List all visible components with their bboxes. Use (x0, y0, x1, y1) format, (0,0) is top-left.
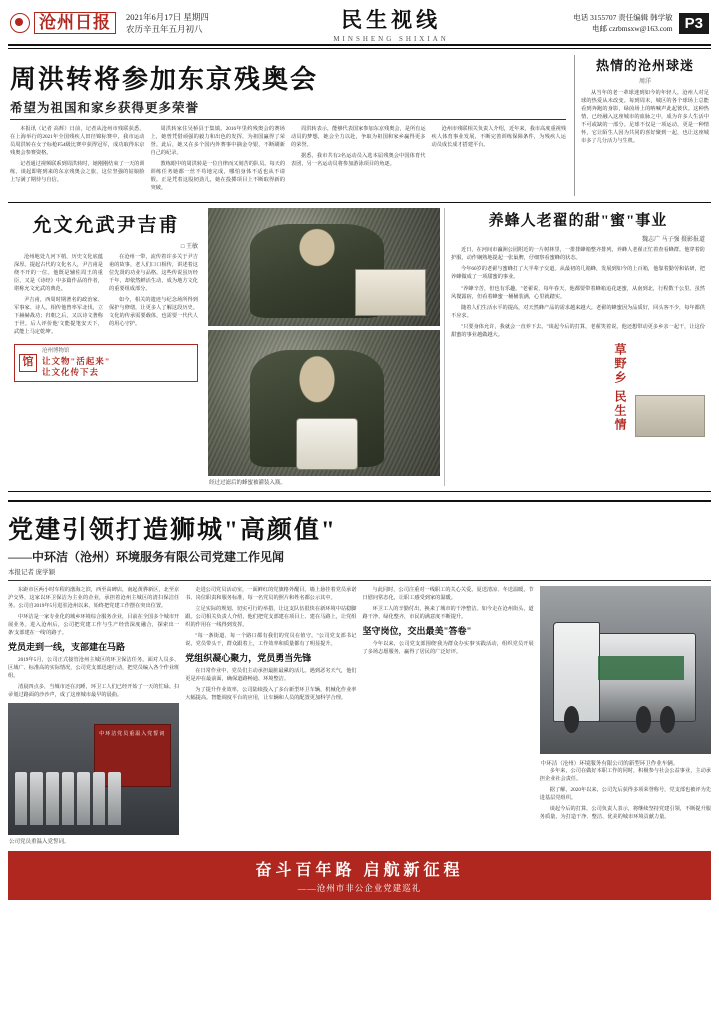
truck-photo (540, 586, 711, 754)
paragraph: 谈起今后的打算，公司负责人表示，将继续坚持党建引领，不断提升服务质量，为打造干净、整洁、优美的城市环境贡献力量。 (539, 805, 711, 820)
paragraph: 本报讯（记者 高辉）日前，记者从沧州市残联获悉，在上海举行的2021年全国残疾人田径锦标赛中，我市运动员周洪转在女子标枪F54级比赛中获得冠军，成功取得东京残奥会参赛资格。 (10, 126, 145, 157)
feature-col-2-body (185, 586, 356, 648)
paragraph: "只要身体允许，我就会一直养下去。"谈起今后的打算，老翟笑着说，他还想带动更多乡亲一起干，让这份甜蜜的事业越做越大。 (451, 323, 705, 338)
feature-subtitle-3: 坚守岗位，交出最美"答卷" (362, 625, 472, 636)
feature-col-2 (185, 586, 356, 846)
headline-divider (10, 119, 566, 120)
feature-col-1-body-2 (8, 656, 179, 699)
column-seal-text: 草野乡 民生情 (613, 342, 627, 432)
section-title: 民生视线 (341, 7, 442, 32)
museum-ad-line3: 让文化传下去 (42, 367, 100, 378)
paragraph: 随着人们生活水平的提高，对天然蜂产品的需求越来越大。老翟的蜂蜜因为品质好，回头客不少，每年都供不应求。 (451, 304, 705, 319)
paragraph: 与此同时，公司注重对一线职工的关心关爱。夏送清凉、冬送温暖，节日慰问常态化，让职工感受到家的温暖。 (362, 586, 534, 601)
top-col-3 (291, 125, 426, 196)
feature-columns (8, 586, 711, 846)
feature-subtitle-1: 党员走到一线，支部建在马路 (8, 641, 126, 652)
banner-subtitle: ——沧州市非公企业党建巡礼 (297, 883, 422, 894)
feature-divider (8, 580, 711, 581)
paragraph: 如今，相关的遗迹与纪念场所得到保护与修缮，让更多人了解这段历史。文化的传承需要载体，也需要一代代人的用心守护。 (109, 296, 198, 327)
feature-subhead: ——中环洁（沧州）环境服务有限公司党建工作见闻 (8, 549, 285, 564)
section-title-block (209, 4, 573, 43)
paragraph: 2019年5月，公司正式接管沧州主城区的环卫保洁任务。面对人员多、区域广、标准高的实际情况，公司党支部迅速行动，把党员编入各个作业班组。 (8, 656, 180, 679)
seal-illustration (635, 395, 705, 437)
middle-band (8, 202, 711, 492)
paragraph: 今年以来，公司党支部围绕'我为群众办实事'实践活动，组织党员开展了多场志愿服务，赢得了居民的广泛好评。 (362, 640, 534, 655)
bottom-banner (8, 851, 711, 900)
paragraph: 周洪转家住吴桥县于集镇。2016年里约残奥会的赛场上，她曾凭借顽强的毅力和出色的发挥，为祖国赢得了荣誉。此后，她又在多个国内外赛事中摘金夺银，不断刷新自己的纪录。 (150, 126, 285, 157)
beehive-shape (355, 269, 427, 316)
feature-col-4 (540, 586, 711, 846)
article-yinjifu-byline: □ 王敏 (180, 243, 198, 250)
feature-story (8, 500, 711, 846)
paragraph: 沧州地处九河下梢，历史文化底蕴深厚。提起古代的文化名人，尹吉甫是绕不开的一位。他既是辅佐周王的重臣，又是《诗经》中多篇作品的作者，堪称允文允武的典范。 (14, 253, 103, 292)
paragraph: 据了解，2020年以来，公司先后获得多项荣誉称号，党支部也被评为先进基层党组织。 (539, 786, 711, 801)
honey-jar-shape (296, 418, 358, 470)
truck-photo-caption: 中环洁（沧州）环境服务有限公司的新型环卫作业车辆。 (540, 760, 679, 767)
paper-logo (10, 12, 116, 35)
paragraph: 为了提升作业效率，公司陆续投入了多台新型环卫车辆，机械化作业率大幅提高。智能调度平台的应用，让车辆和人员的配置更加科学合理。 (185, 687, 357, 702)
paragraph: 环卫工人的辛勤付出，换来了城市的干净整洁。如今走在沧州街头，道路干净、绿化整齐，市民的满意度不断提升。 (362, 605, 534, 620)
person-figure (77, 772, 90, 825)
paragraph: 立足实际的规划、切实可行的举措，让这支队伍很快在新环境中站稳脚跟。公司相关负责人介绍，他们把党支部建在项目上、建在马路上，让党组织的作用在一线得到发挥。 (185, 605, 357, 628)
feature-byline: 本报记者 庞学颖 (8, 568, 56, 576)
page-number-badge: P3 (679, 13, 709, 34)
beekeeper-photo-2 (208, 330, 440, 476)
section-pinyin: MINSHENG SHIXIAN (333, 34, 449, 43)
contact-email: 电邮 czrbmsxw@163.com (591, 24, 673, 33)
column-seal (451, 343, 705, 437)
truck-green-band (598, 656, 684, 680)
paragraph: 沧州市残联相关负责人介绍，近年来，我市高度重视残疾人体育事业发展，不断完善训练保障条件，为残疾人运动员成长成才搭建平台。 (431, 126, 567, 149)
paragraph: 在日常作业中，党员们主动承担最脏最累的活儿。遇到恶劣天气，他们更是冲在最前面，确保道路畅通、环境整洁。 (185, 667, 357, 682)
truck-wheel (660, 706, 675, 733)
feature-col-1 (8, 586, 179, 846)
paragraph: 近日，在河间市瀛洲公园附近的一片树林里，一排排蜂箱整齐排列，养蜂人老翟正忙着查看蜂群。他穿着防护服，动作娴熟地提起一张巢脾，仔细察看蜜蜂的状态。 (451, 247, 705, 262)
oath-screen-text: 中环洁党员重温入党誓词 (99, 732, 166, 738)
article-beekeeper (444, 208, 711, 486)
paragraph: 东距市区两小时车程的渤海之滨，西至高碑店，南起黄骅新区，北至京沪交界，这家以环卫保洁为主业的企业，承担着沧州主城区的清扫保洁任务。公司自2019年5月进驻沧州以来，始终把党建工作摆在突出位置。 (8, 586, 180, 609)
yinjifu-col-2 (109, 253, 198, 340)
paragraph: "养蜂辛苦，但也有乐趣。"老翟说，每年春天，他都要带着蜂箱追花逐蜜，从南到北，行程数千公里。虽然风餐露宿，但看着蜂蜜一桶桶装满，心里就踏实。 (451, 285, 705, 300)
sidebar-byline: 周洋 (638, 79, 651, 85)
feature-col-1-body (8, 586, 179, 637)
top-subhead: 希望为祖国和家乡获得更多荣誉 (10, 101, 200, 115)
sidebar-title: 热情的沧州球迷 (595, 58, 694, 73)
top-col-2 (151, 125, 286, 196)
feature-col-3-body-2 (363, 640, 534, 656)
sun-icon (10, 13, 30, 33)
person-figure (108, 772, 121, 825)
beekeeper-photo-1 (208, 208, 440, 326)
truck-cab (553, 622, 600, 721)
article-yinjifu (8, 208, 204, 486)
paragraph: 今年60岁的老翟与蜜蜂打了大半辈子交道。从最初的几箱蜂，发展到如今的上百箱，他靠着勤劳和钻研，把养蜂做成了一项甜蜜的事业。 (451, 266, 705, 281)
paper-name: 沧州日报 (34, 12, 116, 35)
sidebar-column (574, 55, 709, 196)
paragraph: "每一条街道、每一个路口都有我们的党员在值守。"公司党支部书记说，党员带头干，群众跟着上，工作效率和质量都有了明显提升。 (185, 632, 357, 647)
feature-headline: 党建引领打造狮城"高颜值" (8, 516, 337, 544)
article-beekeeper-body (451, 246, 705, 339)
date-block (126, 11, 209, 36)
beekeeper-photos (204, 208, 444, 486)
paragraph: 记者通过视频联系到周洪转时，她刚刚结束了一天的训练，谈起即将到来的东京残奥会之旅，这位坚强的姑娘脸上写满了期待与自信。 (10, 161, 145, 184)
top-headline: 周洪转将参加东京残奥会 (10, 65, 319, 94)
person-figure (93, 772, 106, 825)
article-yinjifu-title: 允文允武尹吉甫 (32, 214, 180, 236)
paragraph: 中环洁是一家专业化的城乡环境综合服务企业，目前在全国多个城市开展业务。进入沧州后，公司把党建工作与生产经营深度融合，探索出一条'支部建在一线'的路子。 (8, 613, 180, 636)
top-story-columns (10, 125, 566, 196)
banner-title: 奋斗百年路 启航新征程 (255, 862, 464, 880)
feature-col-4-body (540, 767, 711, 821)
person-figure (46, 772, 59, 825)
feature-col-3 (363, 586, 534, 846)
oath-photo-caption: 公司党员重温入党誓词。 (9, 839, 70, 846)
paragraph: 周洪转表示，能够代表国家参加东京残奥会，是所有运动员的梦想，她会全力以赴，争取为祖国和家乡赢得更多的荣誉。 (291, 126, 426, 149)
person-figure (15, 772, 28, 825)
feature-col-3-body (363, 586, 534, 621)
paragraph: 教练眼中的周洪转是一位自律而又刻苦的队员。每天的训练任务她都一丝不苟地完成，哪怕身体不适也从不请假。正是凭着这股韧劲儿，她在投掷项目上不断取得新的突破。 (150, 161, 286, 192)
contact-info (573, 12, 672, 35)
article-yinjifu-columns (14, 253, 198, 340)
contact-phone-editor: 电话 3155707 责任编辑 韩学敏 (573, 12, 673, 22)
person-figure (62, 772, 75, 825)
museum-ad-line2: 让文物"活起来" (42, 355, 111, 366)
top-col-4 (432, 125, 567, 196)
museum-ad[interactable] (14, 344, 198, 382)
top-story (0, 49, 719, 196)
person-figure (30, 772, 43, 825)
sidebar-body (581, 89, 709, 145)
paragraph: 据悉，我市共有2名运动员入选本届残奥会中国体育代表团，另一名运动员将参加游泳项目的角逐。 (291, 153, 426, 168)
top-story-main (10, 55, 566, 196)
party-members-row (15, 772, 121, 825)
paragraph: 在沧州一带，流传着许多关于尹吉甫的故事。老人们口口相传，讲述着这位先贤的功业与品格。这些传说虽历经千年，却依然鲜活生动，成为地方文化的重要组成部分。 (109, 253, 198, 292)
paragraph: 尹吉甫，西周时期著名的政治家、军事家、诗人。相传他曾率军北伐，立下赫赫战功；归朝之后，又以诗文著称于世。后人评价他'文能提笔安天下，武能上马定乾坤'。 (14, 296, 103, 336)
museum-ad-name: 沧州博物馆 (42, 348, 70, 355)
top-col-1 (10, 125, 145, 196)
article-beekeeper-title: 养蜂人老翟的甜"蜜"事业 (488, 212, 668, 229)
date-gregorian: 2021年6月17日 星期四 (126, 11, 209, 22)
article-beekeeper-byline: 魏志广 马子强 摄影报道 (641, 237, 705, 244)
museum-ad-text (42, 348, 110, 378)
paragraph: 多年来，公司在做好本职工作的同时，积极参与社会公益事业，主动承担企业社会责任。 (539, 767, 711, 782)
museum-seal-icon: 馆 (19, 354, 37, 372)
oath-photo (8, 703, 179, 835)
paragraph: 走进公司党员活动室，一面鲜红的党旗格外醒目。墙上悬挂着党员承诺书、岗位职责和服务标准，每一名党员的照片和姓名都公示其中。 (185, 586, 357, 601)
feature-col-2-body-2 (185, 667, 356, 702)
paragraph: 从当年的老一辈球迷到如今的年轻人，沧州人对足球的热爱从未改变。每到周末，城区的各个球场上总能看到奔跑的身影，绿茵场上的呐喊声此起彼伏。这种热情，已经融入这座城市的血脉之中，成为许多人生活中不可或缺的一部分。足球不仅是一项运动，更是一种情怀，它让陌生人因为共同的喜好聚到一起，也让这座城市多了几分活力与生机。 (581, 90, 709, 145)
date-lunar: 农历辛丑年五月初八 (126, 24, 203, 34)
masthead (0, 0, 719, 44)
feature-subtitle-2: 党组织凝心聚力，党员勇当先锋 (185, 652, 312, 663)
yinjifu-col-1 (14, 253, 103, 340)
paragraph: 清晨四点多，当城市还在沉睡，环卫工人们已经开始了一天的忙碌。扫帚划过路面的沙沙声，成了这座城市最早的晨曲。 (8, 684, 180, 699)
beekeeper-photo-caption: 经过过滤后的蜂蜜被灌装入瓶。 (209, 479, 287, 486)
